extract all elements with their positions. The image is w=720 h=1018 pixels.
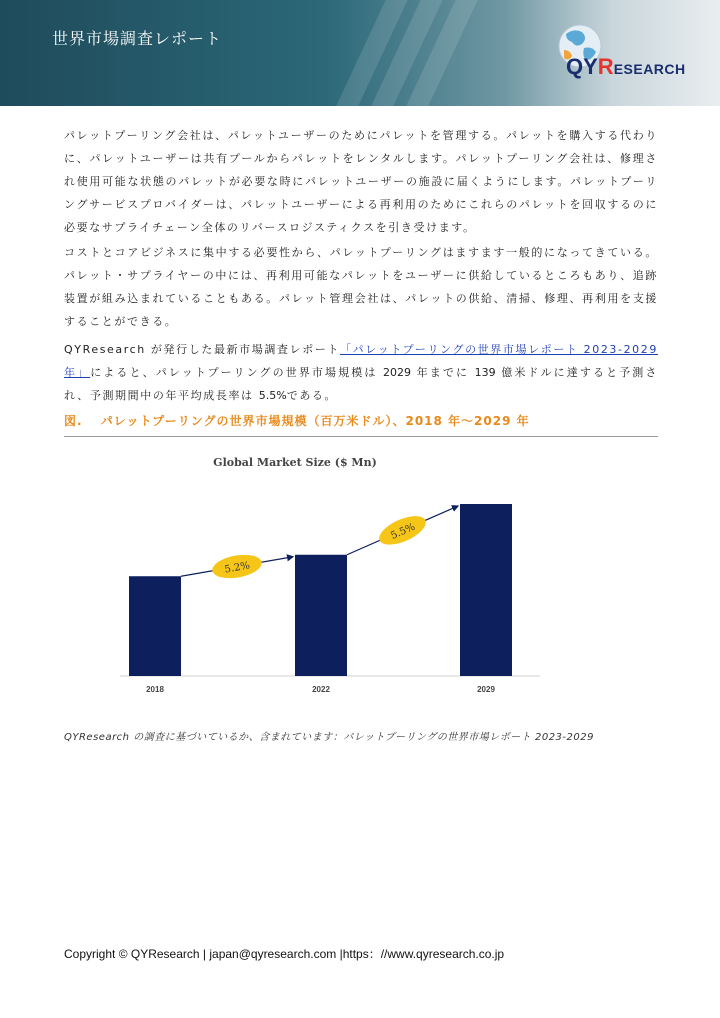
growth-bubble [210,551,263,581]
paragraph-2: コストとコアビジネスに集中する必要性から、パレットプーリングはますます一般的になってきている。パレット・サプライヤーの中には、再利用可能なパレットをユーザーに供給しているところもあり、追跡装置が組み込まれていることもある。パレット管理会社は、パレットの供給、清掃、修理、再利用を支援することができる。 [64,246,658,328]
p3-value: 139 [474,366,496,379]
p3-mid1: によると、パレットプーリングの世界市場規模は [90,366,378,379]
source-note: QYResearch の調査に基づいているか、含まれています：パレットプーリングの世界市場レポート 2023-2029 [64,732,594,743]
chart-title: Global Market Size ($ Mn) [213,456,377,469]
footer-copyright: Copyright © QYResearch | japan@qyresearch.com |https：//www.qyresearch.co.jp [64,947,505,961]
p3-mid2: 年までに [416,366,470,379]
p3-cagr: 5.5% [258,389,287,402]
figure-caption-text: パレットプーリングの世界市場規模（百万米ドル）、2018 年～2029 年 [100,414,530,428]
p3-after: である。 [286,389,338,402]
bar-2029 [460,504,512,676]
figure-caption [64,412,658,437]
logo-qy: QY [566,54,598,79]
bar-2022 [295,555,347,676]
market-size-chart [110,450,570,700]
x-tick-label: 2022 [312,685,330,694]
logo-r: R [597,54,614,79]
header-title: 世界市場調査レポート [52,29,223,48]
p3-mid3: 億米ドルに達すると予測され、予測期間中の年平均成長率は [64,366,658,402]
growth-label: 5.5% [389,521,417,542]
bar-2018 [129,576,181,676]
growth-label: 5.2% [223,560,251,576]
growth-bubble [375,510,430,550]
logo-text [566,54,686,80]
report-link[interactable]: 「パレットプーリングの世界市場レポート 2023-2029 年」 [64,343,658,379]
p3-year: 2029 [383,366,412,379]
paragraph-3 [64,338,658,407]
x-tick-label: 2018 [146,685,164,694]
x-tick-label: 2029 [477,685,495,694]
logo-esearch: ESEARCH [613,61,686,77]
paragraph-1: パレットプーリング会社は、パレットユーザーのためにパレットを管理する。パレットを購入する代わりに、パレットユーザーは共有プールからパレットをレンタルします。パレットプーリング会社は、修理され使用可能な状態のパレットが必要な時にパレットユーザーの施設に届くようにします。パレットプーリングサービスプロバイダーは、パレットユーザーによる再利用のためにこれらのパレットを回収するのに必要なサプライチェーン全体のリバースロジスティクスを引き受けます。 [64,129,658,234]
p3-before: QYResearch が発行した最新市場調査レポート [64,343,341,356]
figure-label: 図. [64,414,83,428]
